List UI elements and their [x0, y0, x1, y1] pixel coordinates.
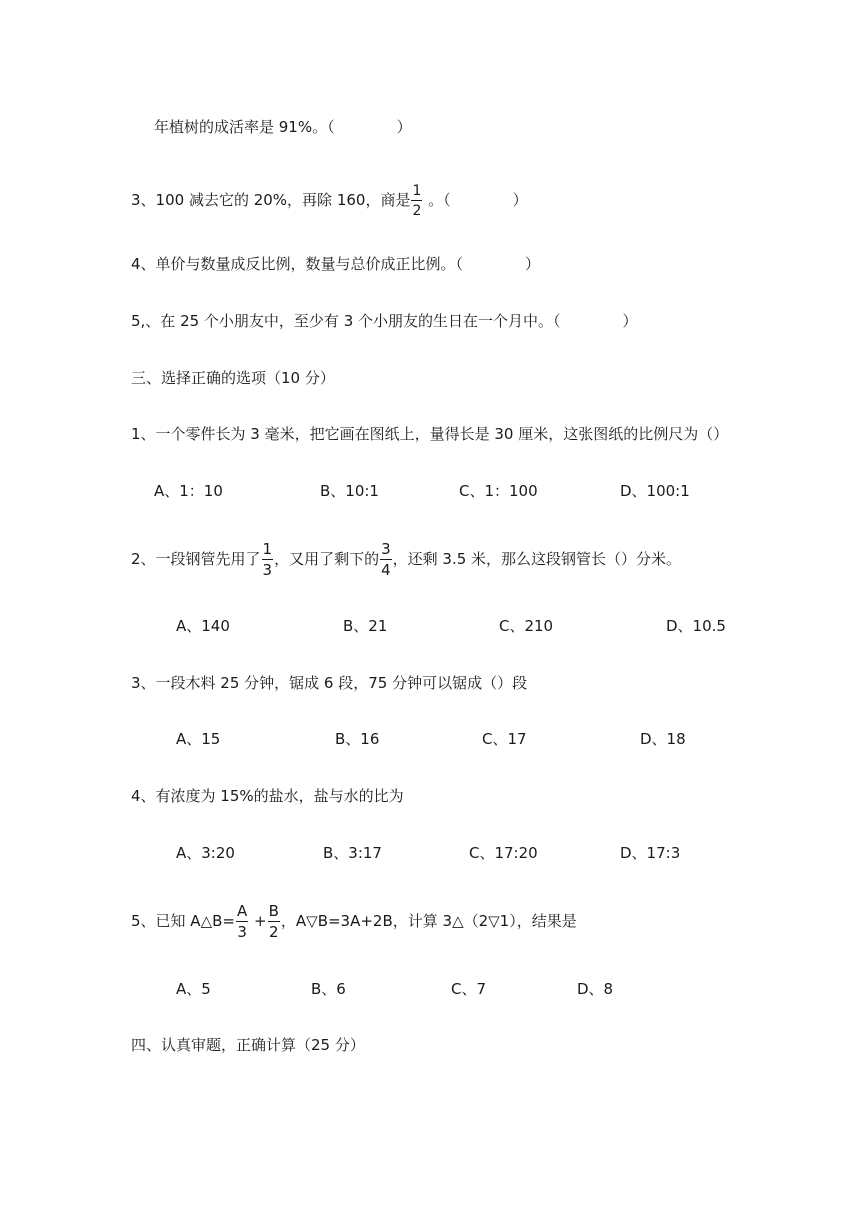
- tf-question-5: 5,、在 25 个小朋友中，至少有 3 个小朋友的生日在一个月中。（ ）: [131, 312, 638, 330]
- mc-q4-option-b: B、3:17: [323, 844, 382, 862]
- fraction-three-quarters: $\frac{3}{4}$: [381, 539, 391, 579]
- mc-q5-option-a: A、5: [176, 980, 211, 998]
- mc-q3-option-d: D、18: [640, 730, 686, 748]
- fraction-one-half: $\frac{1}{2}$: [412, 182, 422, 219]
- mc-question-2: 2、一段钢管先用了 $\frac{1}{3}$ ，又用了剩下的 $\frac{3}{4}$ ，还剩 3.5 米，那么这段钢管长（）分米。: [131, 539, 682, 579]
- mc-q3-option-a: A、15: [176, 730, 221, 748]
- section-4-title: 四、认真审题，正确计算（25 分）: [131, 1036, 365, 1054]
- mc-q1-option-a: A、1：10: [154, 482, 223, 500]
- mc-q5-option-c: C、7: [451, 980, 487, 998]
- mc-q1-option-d: D、100:1: [620, 482, 690, 500]
- tf-question-3: 3、100 减去它的 20%，再除 160，商是 $\frac{1}{2}$ 。（ ）: [131, 182, 528, 219]
- mc-q2-option-b: B、21: [343, 617, 388, 635]
- q2-continuation: 年植树的成活率是 91%。（ ）: [154, 118, 412, 136]
- mc-question-3: 3、一段木料 25 分钟，锯成 6 段，75 分钟可以锯成（）段: [131, 674, 528, 692]
- mc-q5-option-d: D、8: [577, 980, 614, 998]
- mc-q4-option-a: A、3:20: [176, 844, 235, 862]
- mc-q3-option-c: C、17: [482, 730, 527, 748]
- mc-q1-option-b: B、10:1: [320, 482, 379, 500]
- mc-q5-option-b: B、6: [311, 980, 346, 998]
- section-3-title: 三、选择正确的选项（10 分）: [131, 369, 335, 387]
- fraction-a-over-3: $\frac{A}{3}$: [236, 901, 248, 941]
- mc-q4-option-c: C、17:20: [469, 844, 538, 862]
- mc-q2-option-a: A、140: [176, 617, 230, 635]
- mc-q2-option-c: C、210: [499, 617, 554, 635]
- tf-question-4: 4、单价与数量成反比例，数量与总价成正比例。（ ）: [131, 255, 541, 273]
- mc-question-5: 5、已知 A△B= $\frac{A}{3}$ + $\frac{B}{2}$ ，A▽B=3A+2B，计算 3△（2▽1），结果是: [131, 901, 577, 941]
- mc-q2-option-d: D、10.5: [666, 617, 726, 635]
- mc-q1-option-c: C、1：100: [459, 482, 538, 500]
- fraction-one-third: $\frac{1}{3}$: [262, 539, 273, 579]
- mc-question-4: 4、有浓度为 15%的盐水，盐与水的比为: [131, 787, 404, 805]
- mc-question-1: 1、一个零件长为 3 毫米，把它画在图纸上，量得长是 30 厘米，这张图纸的比例尺为（）: [131, 425, 729, 443]
- mc-q4-option-d: D、17:3: [620, 844, 681, 862]
- mc-q3-option-b: B、16: [335, 730, 380, 748]
- fraction-b-over-2: $\frac{B}{2}$: [268, 901, 279, 941]
